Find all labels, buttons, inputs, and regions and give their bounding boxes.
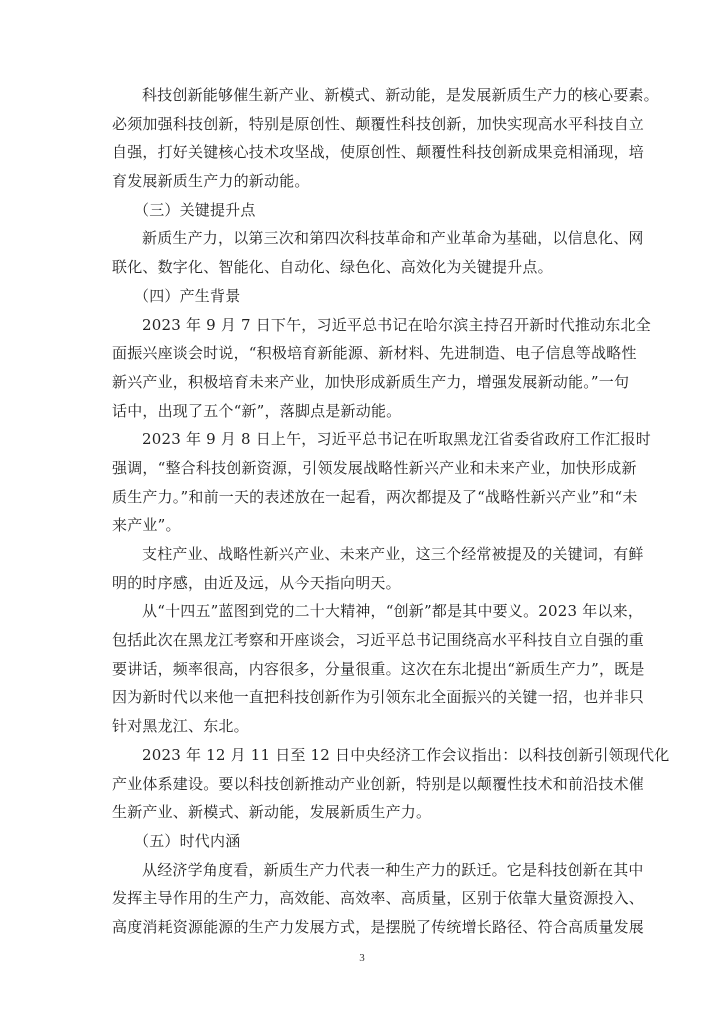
section-heading: （五）时代内涵 [134, 831, 241, 850]
paragraph-line: 明的时序感，由近及远，从今天指向明天。 [112, 573, 401, 592]
paragraph-line: 支柱产业、战略性新兴产业、未来产业，这三个经常被提及的关键词，有鲜 [142, 545, 644, 563]
paragraph-line: 质生产力。”和前一天的表述放在一起看，两次都提及了“战略性新兴产业”和“未 [112, 487, 638, 506]
paragraph-line: 必须加强科技创新，特别是原创性、颠覆性科技创新，加快实现高水平科技自立 [112, 114, 645, 133]
paragraph-line: 因为新时代以来他一直把科技创新作为引领东北全面振兴的关键一招，也并非只 [112, 688, 645, 707]
paragraph-line: 2023 年 12 月 11 日至 12 日中央经济工作会议指出：以科技创新引领现代化 [142, 745, 670, 764]
paragraph-line: 生新产业、新模式、新动能，发展新质生产力。 [112, 803, 432, 822]
paragraph-line: 新兴产业，积极培育未来产业，加快形成新质生产力，增强发展新动能。”一句 [112, 372, 630, 391]
paragraph-line: 强调，“整合科技创新资源，引领发展战略性新兴产业和未来产业，加快形成新 [112, 458, 637, 477]
paragraph-line: 从经济学角度看，新质生产力代表一种生产力的跃迁。它是科技创新在其中 [142, 860, 644, 879]
section-heading: （四）产生背景 [134, 286, 241, 305]
paragraph-line: 新质生产力，以第三次和第四次科技革命和产业革命为基础，以信息化、网 [142, 229, 644, 248]
paragraph-line: 包括此次在黑龙江考察和开座谈会，习近平总书记围绕高水平科技自立自强的重 [112, 631, 645, 650]
paragraph-line: 科技创新能够催生新产业、新模式、新动能，是发展新质生产力的核心要素。 [142, 86, 659, 104]
document-body [112, 81, 670, 942]
paragraph-line: 发挥主导作用的生产力，高效能、高效率、高质量，区别于依靠大量资源投入、 [112, 889, 645, 908]
paragraph-line: 2023 年 9 月 7 日下午，习近平总书记在哈尔滨主持召开新时代推动东北全 [142, 315, 651, 334]
paragraph-line: 要讲话，频率很高，内容很多，分量很重。这次在东北提出“新质生产力”，既是 [112, 659, 645, 678]
paragraph-line: 联化、数字化、智能化、自动化、绿色化、高效化为关键提升点。 [112, 258, 553, 277]
paragraph-line: 2023 年 9 月 8 日上午，习近平总书记在听取黑龙江省委省政府工作汇报时 [142, 430, 651, 449]
paragraph-line: 高度消耗资源能源的生产力发展方式，是摆脱了传统增长路径、符合高质量发展 [112, 917, 645, 936]
paragraph-line: 从“十四五”蓝图到党的二十大精神，“创新”都是其中要义。2023 年以来， [142, 602, 644, 621]
paragraph-line: 针对黑龙江、东北。 [112, 717, 249, 736]
paragraph-line: 育发展新质生产力的新动能。 [112, 172, 310, 191]
section-heading: （三）关键提升点 [134, 200, 256, 219]
paragraph-line: 话中，出现了五个“新”，落脚点是新动能。 [112, 401, 402, 420]
paragraph-line: 来产业”。 [112, 516, 181, 535]
paragraph-line: 自强，打好关键核心技术攻坚战，使原创性、颠覆性科技创新成果竞相涌现，培 [112, 143, 645, 162]
paragraph-line: 产业体系建设。要以科技创新推动产业创新，特别是以颠覆性技术和前沿技术催 [112, 774, 645, 793]
paragraph-line: 面振兴座谈会时说，“积极培育新能源、新材料、先进制造、电子信息等战略性 [112, 344, 637, 363]
page-number: 3 [359, 952, 365, 964]
